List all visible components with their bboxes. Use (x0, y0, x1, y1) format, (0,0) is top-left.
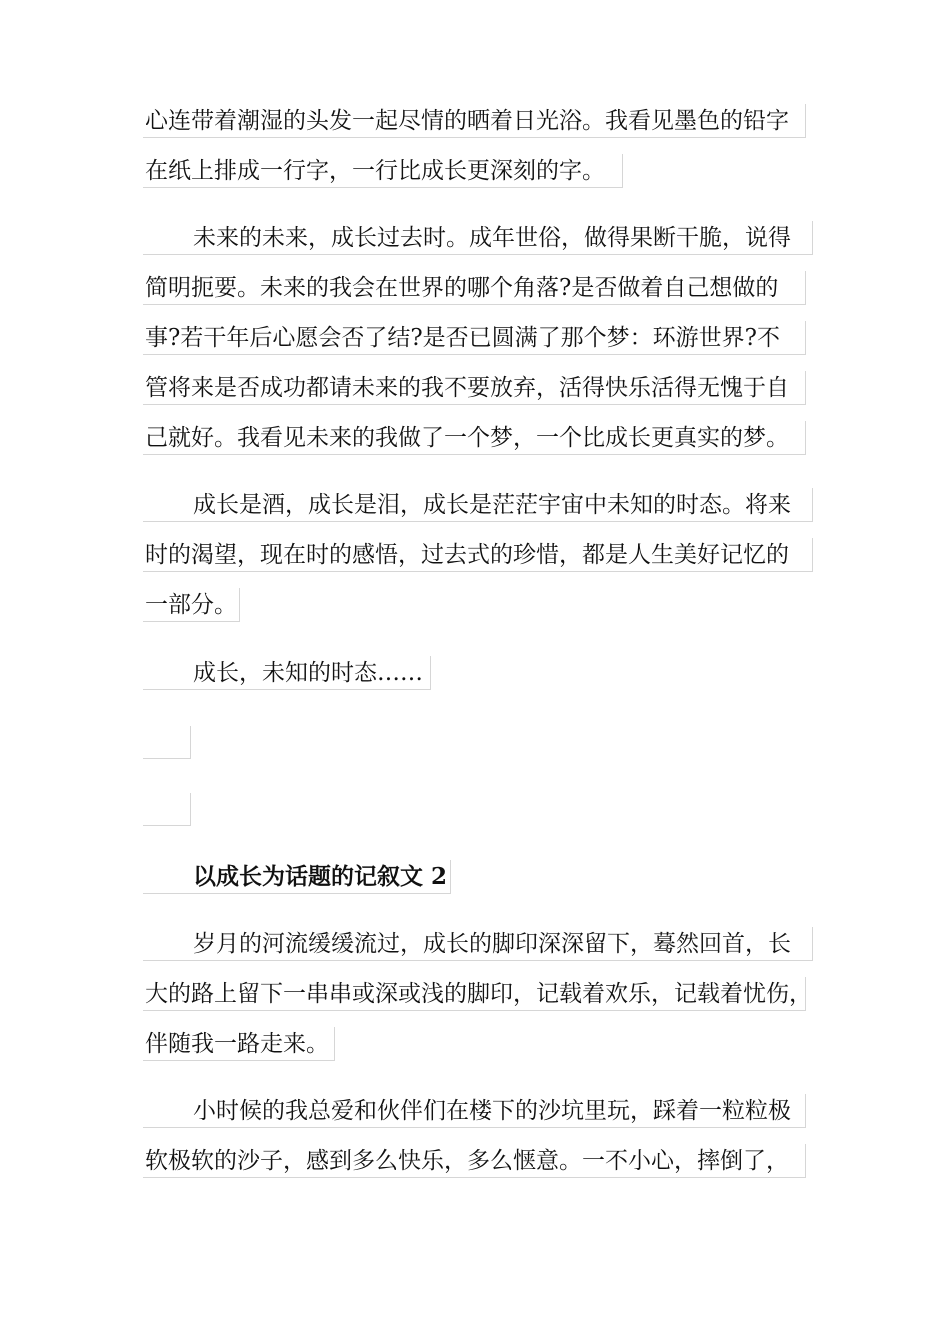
paragraph-first-line: 成长，未知的时态…… (143, 656, 431, 690)
paragraph-first-line: 小时候的我总爱和伙伴们在楼下的沙坑里玩，踩着一粒粒极 (143, 1094, 806, 1128)
empty-line (143, 793, 191, 826)
section-heading: 以成长为话题的记叙文 2 (143, 860, 451, 894)
text-line: 软极软的沙子，感到多么快乐，多么惬意。一不小心，摔倒了， (143, 1144, 806, 1178)
paragraph-first-line: 未来的未来，成长过去时。成年世俗，做得果断干脆，说得 (143, 221, 813, 255)
paragraph-first-line: 岁月的河流缓缓流过，成长的脚印深深留下，蓦然回首，长 (143, 927, 813, 961)
text-line: 伴随我一路走来。 (143, 1027, 335, 1061)
text-line: 己就好。我看见未来的我做了一个梦，一个比成长更真实的梦。 (143, 421, 806, 455)
empty-line (143, 726, 191, 759)
text-line: 简明扼要。未来的我会在世界的哪个角落?是否做着自己想做的 (143, 271, 806, 305)
text-line: 时的渴望，现在时的感悟，过去式的珍惜，都是人生美好记忆的 (143, 538, 813, 572)
text-line: 管将来是否成功都请未来的我不要放弃，活得快乐活得无愧于自 (143, 371, 806, 405)
paragraph-first-line: 成长是酒，成长是泪，成长是茫茫宇宙中未知的时态。将来 (143, 488, 813, 522)
text-line: 在纸上排成一行字，一行比成长更深刻的字。 (143, 154, 623, 188)
text-line: 一部分。 (143, 588, 240, 622)
text-line: 心连带着潮湿的头发一起尽情的晒着日光浴。我看见墨色的铅字 (143, 104, 806, 138)
text-line: 事?若干年后心愿会否了结?是否已圆满了那个梦：环游世界?不 (143, 321, 806, 355)
text-line: 大的路上留下一串串或深或浅的脚印，记载着欢乐，记载着忧伤， (143, 977, 806, 1011)
